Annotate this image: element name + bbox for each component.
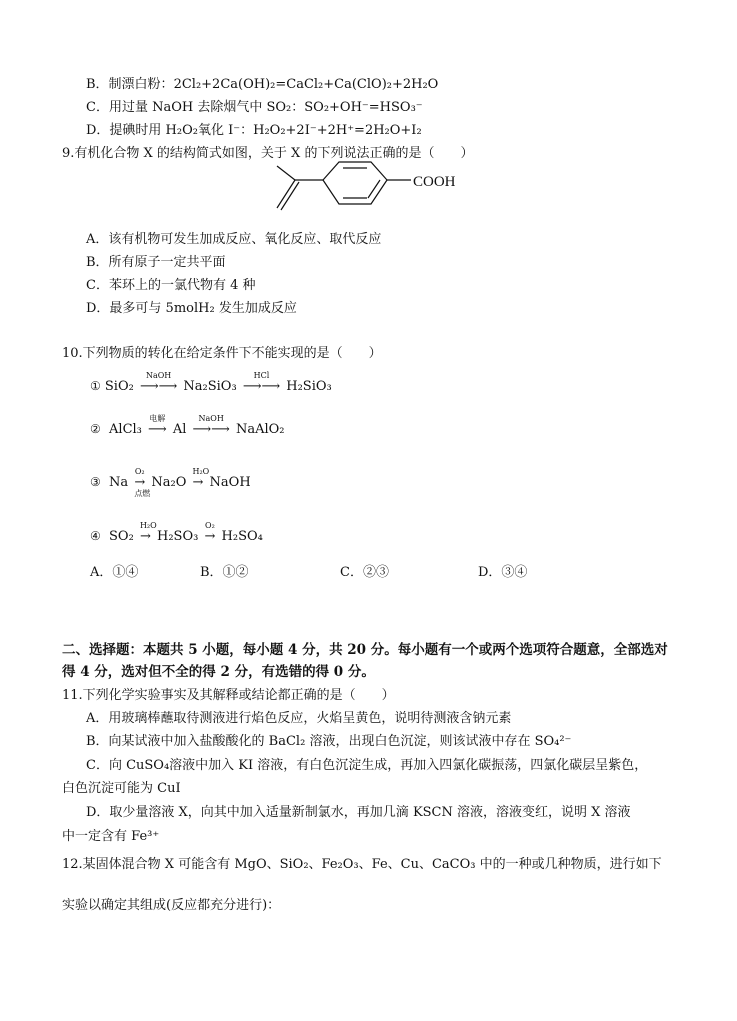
- q8-option-d-prefix: D．提碘时用 H₂O₂氧化 I⁻：: [86, 123, 254, 138]
- reaction-2-product: NaAlO₂: [235, 422, 285, 437]
- q9-option-a: A．该有机物可发生加成反应、氧化反应、取代反应: [86, 232, 382, 247]
- q10-answer-d: D．③④: [478, 565, 528, 580]
- reaction-2-reactant: AlCl₃: [109, 422, 142, 437]
- q11-option-c-line-1: C．向 CuSO₄溶液中加入 KI 溶液，有白色沉淀生成，再加入四氯化碳振荡，四氯化碳层呈紫色，: [86, 758, 648, 773]
- reaction-3-intermediate: Na₂O: [151, 475, 187, 490]
- q10-answer-b: B．①②: [200, 565, 249, 580]
- reaction-3-arrow-1: O₂ → 点燃: [134, 474, 145, 492]
- reaction-4-condition-2: O₂: [205, 520, 215, 530]
- reaction-2-intermediate: Al: [172, 422, 187, 437]
- q12-stem-line-1: 12.某固体混合物 X 可能含有 MgO、SiO₂、Fe₂O₃、Fe、Cu、CaCO₃ 中的一种或几种物质，进行如下: [62, 857, 662, 872]
- section-2-heading-line-2: 得 4 分，选对但不全的得 2 分，有选错的得 0 分。: [62, 664, 375, 680]
- q8-option-d: [86, 122, 422, 140]
- q11-option-d-line-2: 中一定含有 Fe³⁺: [62, 829, 160, 844]
- q11-option-a: A．用玻璃棒蘸取待测液进行焰色反应，火焰呈黄色，说明待测液含钠元素: [86, 711, 512, 726]
- q11-option-b: B．向某试液中加入盐酸酸化的 BaCl₂ 溶液，出现白色沉淀，则该试液中存在 SO₄²⁻: [86, 734, 572, 749]
- q8-option-d-equation: H₂O₂+2I⁻+2H⁺=2H₂O+I₂: [253, 123, 422, 138]
- reaction-3-number: ③: [90, 475, 101, 489]
- reaction-2-condition-2: NaOH: [198, 413, 224, 423]
- reaction-4-arrow-2: O₂ →: [204, 528, 215, 546]
- reaction-4-intermediate: H₂SO₃: [157, 529, 199, 544]
- q8-option-c-equation: SO₂+OH⁻=HSO₃⁻: [304, 100, 423, 115]
- q9-stem: 9.有机化合物 X 的结构简式如图，关于 X 的下列说法正确的是（ ）: [62, 146, 474, 161]
- reaction-2-number: ②: [90, 422, 101, 436]
- q9-option-c: C．苯环上的一氯代物有 4 种: [86, 278, 256, 293]
- reaction-2-arrow-1: 电解 ⟶: [148, 421, 167, 439]
- ring-inner-double-3: [368, 180, 380, 198]
- reaction-1-reactant: SiO₂: [104, 379, 134, 394]
- q8-option-b-equation: 2Cl₂+2Ca(OH)₂=CaCl₂+Ca(ClO)₂+2H₂O: [173, 77, 439, 92]
- reaction-2-arrow-2: NaOH ⟶⟶: [193, 421, 230, 439]
- reaction-2-condition-1: 电解: [149, 413, 166, 423]
- reaction-3-reactant: Na: [109, 475, 129, 490]
- reaction-3-arrow-2: H₂O →: [193, 474, 204, 492]
- q8-option-b: [86, 76, 438, 94]
- q9-option-b: B．所有原子一定共平面: [86, 255, 226, 270]
- section-2-heading-line-1: 二、选择题：本题共 5 小题，每小题 4 分，共 20 分。每小题有一个或两个选项符合题意，全部选对: [62, 642, 668, 658]
- reaction-1-product: H₂SiO₃: [286, 379, 332, 394]
- q11-stem: 11.下列化学实验事实及其解释或结论都正确的是（ ）: [62, 688, 395, 703]
- q11-option-d-line-1: D．取少量溶液 X，向其中加入适量新制氯水，再加几滴 KSCN 溶液，溶液变红，说明 X 溶液: [86, 805, 631, 820]
- reaction-3-product: NaOH: [209, 475, 251, 490]
- q10-stem: 10.下列物质的转化在给定条件下不能实现的是（ ）: [62, 346, 382, 361]
- q12-stem-line-2: 实验以确定其组成(反应都充分进行)：: [62, 898, 281, 913]
- cooh-label: COOH: [413, 174, 456, 190]
- q8-option-b-prefix: B．制漂白粉：: [86, 77, 174, 92]
- q10-answer-c: C．②③: [340, 565, 389, 580]
- reaction-1-condition-1: NaOH: [145, 370, 172, 380]
- q8-option-c-prefix: C．用过量 NaOH 去除烟气中 SO₂：: [86, 100, 305, 115]
- reaction-4-number: ④: [90, 529, 101, 543]
- reaction-4-arrow-1: H₂O →: [140, 528, 151, 546]
- vinyl-double-bond-a: [277, 180, 295, 208]
- q10-reaction-3: [90, 466, 251, 498]
- reaction-1-number: ①: [90, 379, 101, 393]
- reaction-1-arrow-2: HCl ⟶⟶: [243, 378, 280, 396]
- reaction-4-condition-1: H₂O: [139, 520, 157, 530]
- q8-option-c: [86, 99, 423, 117]
- q10-answer-a: A．①④: [90, 565, 139, 580]
- methyl-bond: [277, 166, 295, 180]
- reaction-4-product: H₂SO₄: [221, 529, 263, 544]
- q10-reaction-1: [90, 370, 332, 396]
- reaction-3-condition-1-below: 点燃: [134, 488, 151, 498]
- reaction-4-reactant: SO₂: [109, 529, 134, 544]
- reaction-3-condition-1: O₂: [134, 466, 145, 476]
- q10-reaction-4: [90, 520, 263, 546]
- structure-diagram: [265, 160, 485, 230]
- q11-option-c-line-2: 白色沉淀可能为 CuI: [62, 781, 181, 796]
- reaction-3-condition-2: H₂O: [192, 466, 210, 476]
- vinyl-double-bond-b: [281, 182, 299, 210]
- reaction-1-arrow-1: NaOH ⟶⟶: [140, 378, 177, 396]
- q9-option-d: D．最多可与 5molH₂ 发生加成反应: [86, 301, 297, 316]
- q10-reaction-2: [90, 413, 285, 439]
- reaction-1-intermediate: Na₂SiO₃: [183, 379, 237, 394]
- reaction-1-condition-2: HCl: [253, 370, 270, 380]
